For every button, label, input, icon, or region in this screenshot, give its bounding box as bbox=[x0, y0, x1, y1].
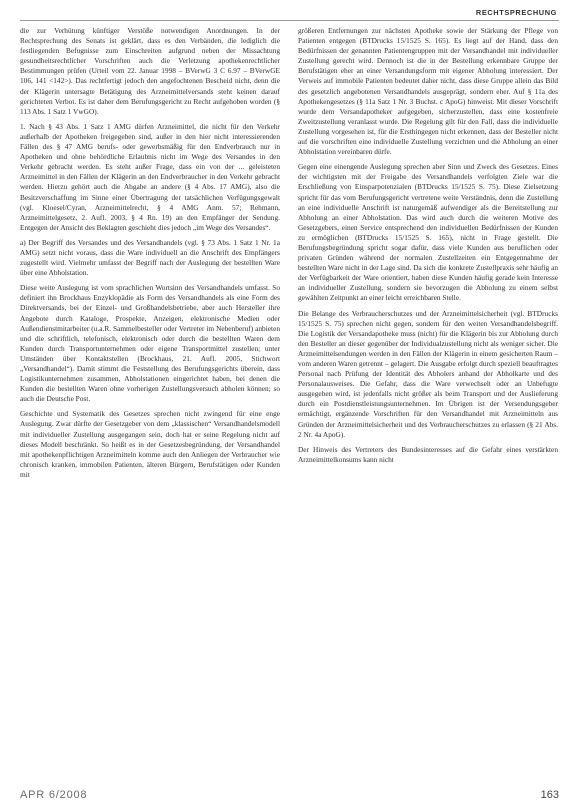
left-column bbox=[20, 26, 280, 778]
paragraph: Die Belange des Verbraucherschutzes und der Arzneimittelsicherheit (vgl. BTDrucks 15/1525 S. 75) sprechen nicht gegen, sondern für den weiten Versandhandelsbegriff. Die Logistik der Versandapotheke muss (nicht) für die Klägerin bis zur Abholung durch den Besteller an dieser gegenüber der Individualzustellung nicht als weniger sicher. Die Arzneimittelsendungen werden in den Fällen der Klägerin in einem gesicherten Raum – vom anderen Waren getrennt – gelagert. Die Ausgabe erfolgt durch speziell beauftragtes Personal nach Prüfung der Identität des Abholers anhand der Abholkarte und des Personalausweises. Die Gefahr, dass die Ware verwechselt oder an Unbefugte ausgegeben wird, ist jedenfalls nicht größer als beim Transport und der Auslieferung durch ein Postdienstleistungsunternehmen. Im Übrigen ist der Versendungsgeber ermächtigt, ergänzende Vorschriften für den Versandhandel mit Arzneimitteln aus Gründen der Arzneimittelsicherheit und des Verbraucherschutzes zu erlassen (§ 21 Abs. 2 Nr. 4a ApoG). bbox=[298, 308, 558, 439]
paragraph: Der Hinweis des Vertreters des Bundesinteresses auf die Gefahr eines verstärkten Arzneimittelkonsums kann nicht bbox=[298, 444, 558, 464]
right-column bbox=[298, 26, 558, 778]
journal-issue: APR 6/2008 bbox=[20, 789, 88, 801]
running-header bbox=[20, 4, 559, 21]
paragraph: a) Der Begriff des Versandes und des Versandhandels (vgl. § 73 Abs. 1 Satz 1 Nr. 1a AMG) setzt nicht voraus, dass die Ware individuell an die Anschrift des Empfängers zugestellt wird. Vielmehr umfasst der Begriff nach der Auslegung der bestellten Ware über eine Abholstation. bbox=[20, 237, 280, 278]
paragraph: die zur Verhütung künftiger Verstöße notwendigen Anordnungen. In der Rechtsprechung des Senats ist geklärt, dass es den Verbänden, die lediglich die festliegenden Befugnisse zum Einschreiten aufgrund neben der Missachtung gesundheitsrechtlicher Vorschriften auch die Verletzung apothekenrechtlicher Bestimmungen prüfen (Urteil vom 22. Januar 1998 – BVerwG 3 C 6.97 – BVerwGE 106, 141 <142>). Das rechtfertigt jedoch den angefochtenen Bescheid nicht, denn die der Klägerin untersagte Betätigung des Arzneimittelversands steht keinen darauf gerichteten Verbot. Es ist daher dem Berufungsgericht zu Recht aufgehoben worden (§ 113 Abs. 1 Satz 1 VwGO). bbox=[20, 26, 280, 116]
paragraph: Diese weite Auslegung ist vom sprachlichen Wortsinn des Versandhandels umfasst. So definiert ihn Brockhaus Enzyklopädie als Form des Versandhandels als eine Form des Direktversands, bei der Einzel- und Großhandelsbetriebe, aber auch Hersteller ihre Angebote durch Kataloge, Prospekte, Anzeigen, elektronische Medien oder Außendienstmitarbeiter (u.a.R. Sammelbesteller oder Vertreter im Nebenberuf) anbieten und die schriftlich, telefonisch, elektronisch oder durch die bestellten Waren dem Kunden durch Transportunternehmen oder eigene Transportmittel zustellen; unter Umständen über Kontaktstellen (Brockhaus, 21. Aufl. 2005, Stichwort „Versandhandel“). Damit stimmt die Feststellung des Berufungsgerichts überein, dass Logistikunternehmen zusammen, Abholstationen eingerichtet haben, bei denen die Kunden die bestellten Waren ohne vorherigen Zustellungsversuch abholen können; so auch die Deutsche Post. bbox=[20, 283, 280, 404]
section-label: RECHTSPRECHUNG bbox=[475, 8, 557, 17]
paragraph: Geschichte und Systematik des Gesetzes sprechen nicht zwingend für eine enge Auslegung. Zwar dürfte der Gesetzgeber von dem „klassischen“ Versandhandelsmodell mit individueller Zustellung ausgegangen sein, doch hat er seine Regelung nicht auf dieses Modell beschränkt. So heißt es in der Gesetzesbegründung, der Versandhandel mit apothekenpflichtigen Arzneimitteln komme auch den Anliegen der Verbraucher wie chronisch kranken, immobilen Patienten, älteren Bürgern, Berufstätigen oder Kunden mit bbox=[20, 409, 280, 479]
paragraph: 1. Nach § 43 Abs. 1 Satz 1 AMG dürfen Arzneimittel, die nicht für den Verkehr außerhalb der Apotheken freigegeben sind, außer in den hier nicht interessierenden Fällen des § 47 AMG berufs- oder gewerbsmäßig für den Endverbrauch nur in Apotheken und ohne behördliche Erlaubnis nicht im Wege des Versandes in den Verkehr gebracht werden. Es steht außer Frage, dass ein von der ... geleisteten Arzneimittel in den Fällen der Klägerin an den Endverbraucher in den Verkehr gebracht werden. Hierzu gehört auch die Abgabe an andere (§ 4 Abs. 17 AMG), also die Besitzverschaffung im Sinne einer Übertragung der tatsächlichen Verfügungsgewalt (vgl. Kloesel/Cyran, Arzneimittelrecht, § 4 AMG Anm. 57; Rehmann, Arzneimittelgesetz, 2. Aufl. 2003, § 4 Rn. 19) an den Empfänger der Sendung. Entgegen der Ansicht des Beklagten geschieht dies jedoch „im Wege des Versandes“. bbox=[20, 121, 280, 232]
paragraph: Gegen eine einengende Auslegung sprechen aber Sinn und Zweck des Gesetzes. Eines der wichtigsten mit der Freigabe des Versandhandels verfolgten Ziele war die Erschließung von Einsparpotenzialen (BTDrucks 15/1525 S. 75). Diese Zielsetzung spricht für das vom Berufungsgericht vertretene weite Verständnis, denn die Zustellung an eine individuelle Anschrift ist naturgemäß aufwendiger als die Bereitstellung zur Abholung an einer Abholstation. Das wird auch durch die weiteren Motive des Gesetzgebers, einen Service entsprechend den individuellen Bedürfnissen der Kunden zu ermöglichen (BTDrucks 15/1525 S. 165), nicht in Frage gestellt. Die Berufungsbegründung spricht sogar dafür, dass viele Kunden aus beruflichen oder privaten Gründen während der normalen Zustellzeiten ein Entgegennahme der bestellten Ware nicht in der Lage sind. Da sich die konkrete Zustellpraxis sehr häufig an der Verfügbarkeit der Ware orientiert, haben diese Kunden häufig gerade kein Interesse an individueller Zustellung, sondern sie bevorzugen die Abholung zu einem selbst gewählten Zeitpunkt an einer leicht erreichbaren Stelle. bbox=[298, 162, 558, 303]
paragraph: größeren Entfernungen zur nächsten Apotheke sowie der Stärkung der Pflege von Patienten entgegen (BTDrucks 15/1525 S. 165). Es liegt auf der Hand, dass den Bedürfnissen der genannten Patientengruppen mit der Versandhandel mit individueller Zustellung gerecht wird. Dennoch ist die in der Bestellung erkennbare Gruppe der Berufstätigen eher an einer Versandungsform mit eigener Abholung interessiert. Der Verweis auf immobile Patienten bedeutet daher nicht, dass diese Gruppe allein das Bild des gesetzlich angebotenen Versandhandels ausgeprägt, sondern eher. Auf § 11a des Apothekengesetzes (§ 11a Satz 1 Nr. 3 Buchst. c ApoG) hinweist. Mit dieser Vorschrift wurde dem Versandapotheker aufgegeben, sicherzustellen, dass eine kostenfreie Zweitzustellung veranlasst wurde. Die Regelung gilt für den Fall, dass die individuelle Zustellung vorgesehen ist, für die Ersthingegen nicht erkennen, dass der Besteller nicht auf die vorschriften eine individuelle Zustellung verzichten und die Abholung an einer Abholstation vereinbaren dürfe. bbox=[298, 26, 558, 157]
page-number: 163 bbox=[540, 789, 559, 801]
article-body bbox=[20, 26, 558, 778]
